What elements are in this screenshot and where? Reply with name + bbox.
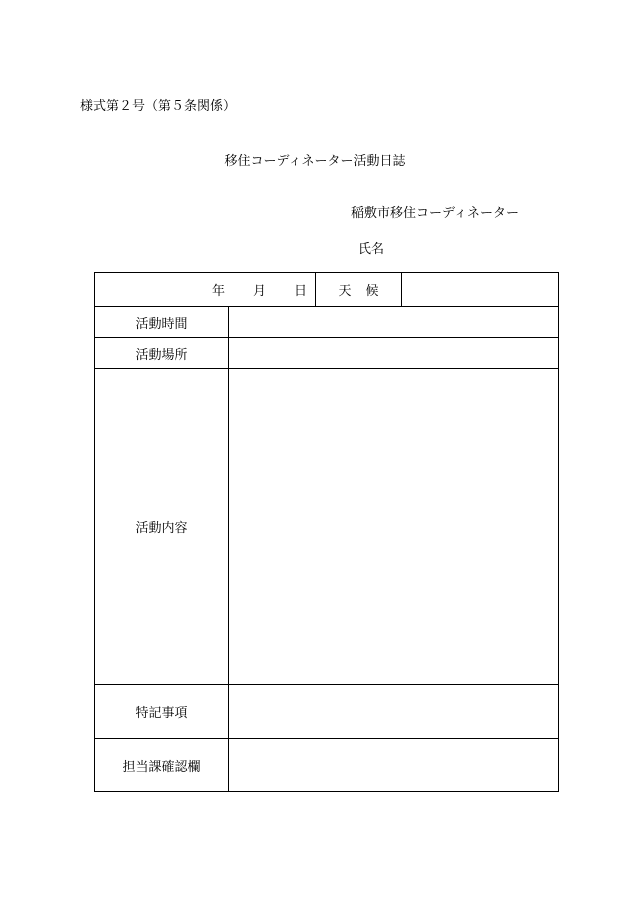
activity-place-field[interactable]	[229, 338, 559, 369]
activity-time-row	[95, 307, 559, 338]
activity-content-label: 活動内容	[95, 369, 229, 685]
special-notes-field[interactable]	[229, 685, 559, 739]
month-label: 月	[252, 284, 266, 299]
role-label: 稲敷市移住コーディネーター	[351, 206, 519, 221]
special-notes-row	[95, 685, 559, 739]
activity-time-field[interactable]	[229, 307, 559, 338]
department-confirmation-label: 担当課確認欄	[95, 739, 229, 792]
department-confirmation-field[interactable]	[229, 739, 559, 792]
special-notes-label: 特記事項	[95, 685, 229, 739]
activity-content-field[interactable]	[229, 369, 559, 685]
day-label: 日	[294, 284, 308, 299]
activity-place-row	[95, 338, 559, 369]
activity-content-row	[95, 369, 559, 685]
year-label: 年	[211, 284, 225, 299]
document-title: 移住コーディネーター活動日誌	[224, 154, 406, 169]
department-confirmation-row	[95, 739, 559, 792]
activity-place-label: 活動場所	[95, 338, 229, 369]
name-label: 氏名	[358, 242, 385, 257]
weather-label	[316, 273, 402, 307]
date-field[interactable]	[95, 273, 316, 307]
form-number: 様式第２号（第５条関係）	[80, 99, 237, 114]
activity-log-table	[94, 272, 559, 792]
weather-label-char1: 天	[338, 284, 352, 299]
weather-field[interactable]	[402, 273, 559, 307]
date-weather-row	[95, 273, 559, 307]
activity-time-label: 活動時間	[95, 307, 229, 338]
weather-label-char2: 候	[365, 284, 379, 299]
